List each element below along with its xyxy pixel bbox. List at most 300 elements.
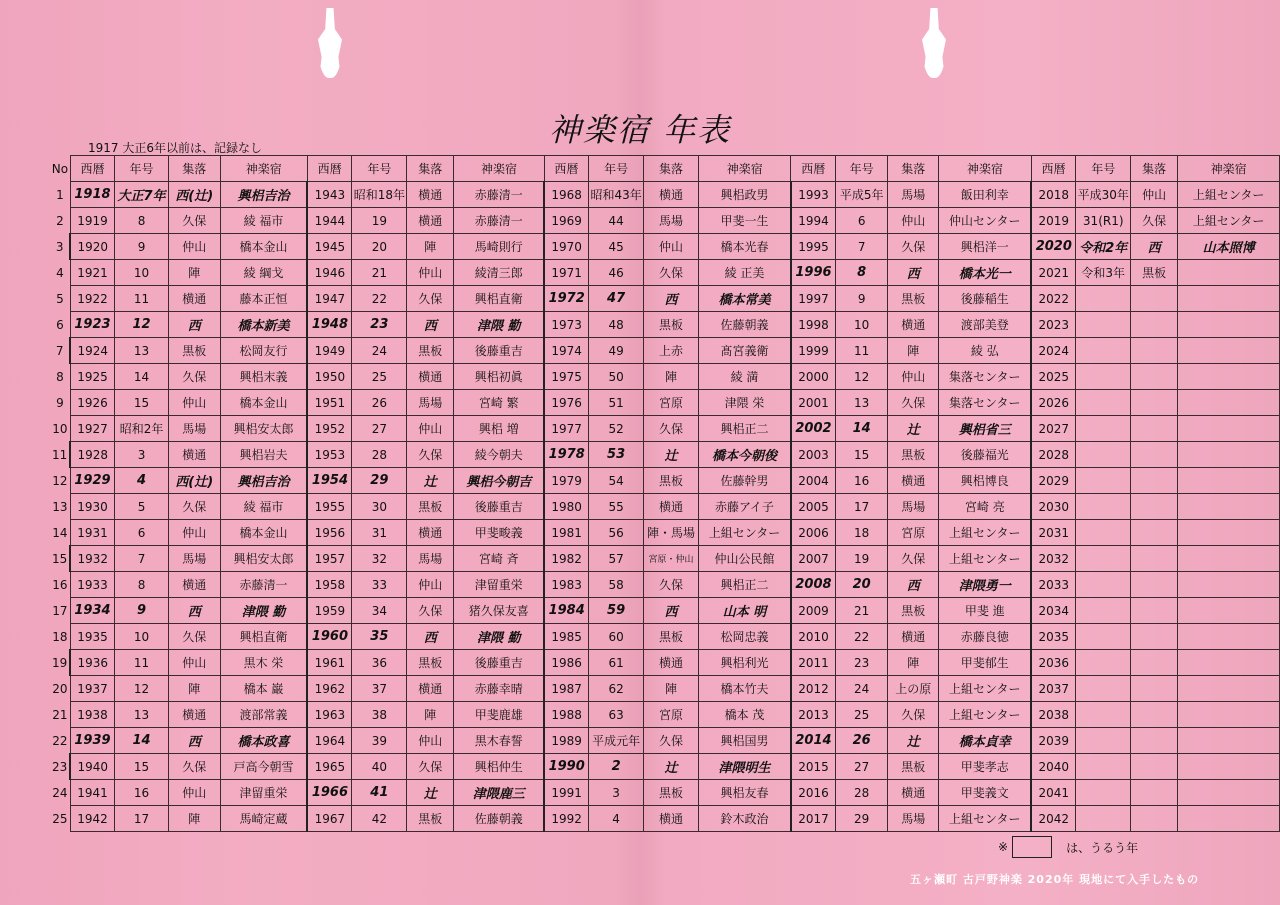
host-cell: 津隈鹿三 bbox=[454, 780, 544, 806]
year-cell: 1991 bbox=[544, 780, 589, 806]
year-cell: 1971 bbox=[544, 260, 589, 286]
era-cell bbox=[1076, 650, 1131, 676]
host-cell: 橋本光春 bbox=[699, 234, 791, 260]
village-cell: 横通 bbox=[888, 312, 939, 338]
era-cell: 18 bbox=[836, 520, 888, 546]
year-cell: 1933 bbox=[70, 572, 114, 598]
year-cell: 1996 bbox=[791, 260, 836, 286]
host-cell: 渡部常義 bbox=[220, 702, 307, 728]
village-cell: 久保 bbox=[407, 442, 454, 468]
host-cell: 黒木春誓 bbox=[454, 728, 544, 754]
era-cell: 63 bbox=[589, 702, 644, 728]
host-cell: 津隈 勤 bbox=[454, 624, 544, 650]
table-row bbox=[50, 780, 1280, 806]
host-cell bbox=[1178, 728, 1280, 754]
village-cell: 仲山 bbox=[407, 572, 454, 598]
era-cell: 35 bbox=[352, 624, 407, 650]
year-cell: 1979 bbox=[544, 468, 589, 494]
era-cell: 39 bbox=[352, 728, 407, 754]
year-cell: 1920 bbox=[70, 234, 114, 260]
village-cell: 上赤 bbox=[643, 338, 698, 364]
era-cell: 32 bbox=[352, 546, 407, 572]
year-cell: 2029 bbox=[1031, 468, 1076, 494]
era-cell bbox=[1076, 754, 1131, 780]
era-cell: 22 bbox=[836, 624, 888, 650]
year-cell: 1993 bbox=[791, 182, 836, 208]
village-cell: 久保 bbox=[168, 754, 220, 780]
header-village: 集落 bbox=[168, 156, 220, 182]
era-cell: 33 bbox=[352, 572, 407, 598]
year-cell: 1985 bbox=[544, 624, 589, 650]
host-cell: 後藤重吉 bbox=[454, 338, 544, 364]
row-number: 13 bbox=[50, 494, 70, 520]
village-cell: 辻 bbox=[643, 442, 698, 468]
host-cell: 飯田利幸 bbox=[939, 182, 1031, 208]
era-cell: 48 bbox=[589, 312, 644, 338]
host-cell: 甲斐 進 bbox=[939, 598, 1031, 624]
village-cell: 陣 bbox=[168, 806, 220, 832]
era-cell: 27 bbox=[836, 754, 888, 780]
host-cell: 上組センター bbox=[939, 520, 1031, 546]
host-cell: 赤藤清一 bbox=[220, 572, 307, 598]
era-cell: 53 bbox=[589, 442, 644, 468]
row-number: 16 bbox=[50, 572, 70, 598]
host-cell: 宮崎 斉 bbox=[454, 546, 544, 572]
village-cell: 仲山 bbox=[888, 364, 939, 390]
year-cell: 1948 bbox=[307, 312, 352, 338]
table-row bbox=[50, 442, 1280, 468]
village-cell: 久保 bbox=[407, 754, 454, 780]
row-number: 1 bbox=[50, 182, 70, 208]
village-cell: 久保 bbox=[407, 598, 454, 624]
table-row bbox=[50, 598, 1280, 624]
village-cell: 上の原 bbox=[888, 676, 939, 702]
host-cell: 仲山センター bbox=[939, 208, 1031, 234]
table-row bbox=[50, 728, 1280, 754]
era-cell bbox=[1076, 364, 1131, 390]
host-cell bbox=[1178, 520, 1280, 546]
village-cell: 西 bbox=[643, 598, 698, 624]
header-era: 年号 bbox=[589, 156, 644, 182]
year-cell: 1954 bbox=[307, 468, 352, 494]
village-cell: 西 bbox=[407, 312, 454, 338]
village-cell: 馬場 bbox=[888, 182, 939, 208]
era-cell bbox=[1076, 676, 1131, 702]
village-cell: 久保 bbox=[888, 234, 939, 260]
year-cell: 1923 bbox=[70, 312, 114, 338]
village-cell: 仲山 bbox=[168, 390, 220, 416]
year-cell: 2008 bbox=[791, 572, 836, 598]
era-cell: 2 bbox=[589, 754, 644, 780]
host-cell bbox=[1178, 442, 1280, 468]
year-cell: 1918 bbox=[70, 182, 114, 208]
year-cell: 2000 bbox=[791, 364, 836, 390]
row-number: 20 bbox=[50, 676, 70, 702]
year-cell: 1994 bbox=[791, 208, 836, 234]
host-cell: 興梠直衛 bbox=[454, 286, 544, 312]
year-cell: 2026 bbox=[1031, 390, 1076, 416]
year-cell: 1975 bbox=[544, 364, 589, 390]
host-cell: 黒木 栄 bbox=[220, 650, 307, 676]
village-cell: 仲山 bbox=[168, 780, 220, 806]
village-cell: 仲山 bbox=[168, 234, 220, 260]
era-cell bbox=[1076, 624, 1131, 650]
village-cell bbox=[1131, 780, 1178, 806]
village-cell: 辻 bbox=[888, 416, 939, 442]
host-cell: 綾清三郎 bbox=[454, 260, 544, 286]
era-cell: 9 bbox=[115, 598, 169, 624]
village-cell bbox=[1131, 676, 1178, 702]
host-cell: 興梠直衛 bbox=[220, 624, 307, 650]
host-cell: 上組センター bbox=[939, 546, 1031, 572]
village-cell: 横通 bbox=[643, 494, 698, 520]
host-cell: 興梠吉治 bbox=[220, 468, 307, 494]
village-cell bbox=[1131, 546, 1178, 572]
village-cell: 黒板 bbox=[168, 338, 220, 364]
row-number: 5 bbox=[50, 286, 70, 312]
host-cell: 興梠省三 bbox=[939, 416, 1031, 442]
host-cell bbox=[1178, 754, 1280, 780]
host-cell: 橋本金山 bbox=[220, 234, 307, 260]
host-cell: 髙宮義衛 bbox=[699, 338, 791, 364]
host-cell bbox=[1178, 468, 1280, 494]
year-cell: 1982 bbox=[544, 546, 589, 572]
village-cell: 西 bbox=[168, 598, 220, 624]
era-cell: 20 bbox=[836, 572, 888, 598]
era-cell bbox=[1076, 546, 1131, 572]
village-cell: 陣 bbox=[168, 260, 220, 286]
table-row bbox=[50, 702, 1280, 728]
year-cell: 1965 bbox=[307, 754, 352, 780]
row-number: 23 bbox=[50, 754, 70, 780]
host-cell: 興梠利光 bbox=[699, 650, 791, 676]
year-cell: 1964 bbox=[307, 728, 352, 754]
village-cell: 陣 bbox=[168, 676, 220, 702]
era-cell: 46 bbox=[589, 260, 644, 286]
era-cell: 49 bbox=[589, 338, 644, 364]
era-cell: 10 bbox=[115, 260, 169, 286]
host-cell: 後藤重吉 bbox=[454, 650, 544, 676]
header-year: 西暦 bbox=[544, 156, 589, 182]
year-cell: 2024 bbox=[1031, 338, 1076, 364]
village-cell: 黒板 bbox=[643, 312, 698, 338]
village-cell: 久保 bbox=[168, 364, 220, 390]
year-cell: 2031 bbox=[1031, 520, 1076, 546]
era-cell: 25 bbox=[352, 364, 407, 390]
era-cell: 26 bbox=[352, 390, 407, 416]
year-cell: 2022 bbox=[1031, 286, 1076, 312]
village-cell: 辻 bbox=[407, 468, 454, 494]
host-cell: 宮崎 繁 bbox=[454, 390, 544, 416]
host-cell bbox=[1178, 572, 1280, 598]
host-cell: 津隈 勤 bbox=[454, 312, 544, 338]
year-cell: 1953 bbox=[307, 442, 352, 468]
era-cell: 令和2年 bbox=[1076, 234, 1131, 260]
village-cell: 横通 bbox=[168, 442, 220, 468]
host-cell bbox=[1178, 286, 1280, 312]
year-cell: 1957 bbox=[307, 546, 352, 572]
host-cell bbox=[1178, 780, 1280, 806]
row-number: 7 bbox=[50, 338, 70, 364]
host-cell: 橋本今朝俊 bbox=[699, 442, 791, 468]
year-cell: 1937 bbox=[70, 676, 114, 702]
village-cell: 陣 bbox=[643, 676, 698, 702]
era-cell bbox=[1076, 468, 1131, 494]
host-cell: 戸高今朝雪 bbox=[220, 754, 307, 780]
host-cell: 津隈明生 bbox=[699, 754, 791, 780]
era-cell: 41 bbox=[352, 780, 407, 806]
header-host: 神楽宿 bbox=[939, 156, 1031, 182]
era-cell: 6 bbox=[115, 520, 169, 546]
year-cell: 1930 bbox=[70, 494, 114, 520]
village-cell: 辻 bbox=[888, 728, 939, 754]
year-cell: 2037 bbox=[1031, 676, 1076, 702]
year-cell: 1960 bbox=[307, 624, 352, 650]
year-cell: 1998 bbox=[791, 312, 836, 338]
village-cell: 西 bbox=[1131, 234, 1178, 260]
era-cell: 47 bbox=[589, 286, 644, 312]
header-village: 集落 bbox=[1131, 156, 1178, 182]
era-cell: 61 bbox=[589, 650, 644, 676]
era-cell: 51 bbox=[589, 390, 644, 416]
host-cell bbox=[1178, 390, 1280, 416]
era-cell: 24 bbox=[352, 338, 407, 364]
year-cell: 1921 bbox=[70, 260, 114, 286]
host-cell: 山本照博 bbox=[1178, 234, 1280, 260]
year-cell: 2015 bbox=[791, 754, 836, 780]
village-cell: 西 bbox=[888, 260, 939, 286]
host-cell: 綾今朝夫 bbox=[454, 442, 544, 468]
village-cell: 馬場 bbox=[407, 390, 454, 416]
host-cell bbox=[1178, 416, 1280, 442]
source-credit: 五ヶ瀬町 古戸野神楽 2020年 現地にて入手したもの bbox=[910, 873, 1200, 886]
host-cell: 興梠岩夫 bbox=[220, 442, 307, 468]
village-cell: 久保 bbox=[168, 208, 220, 234]
year-cell: 1980 bbox=[544, 494, 589, 520]
year-cell: 2030 bbox=[1031, 494, 1076, 520]
era-cell: 10 bbox=[115, 624, 169, 650]
era-cell: 4 bbox=[115, 468, 169, 494]
host-cell bbox=[1178, 312, 1280, 338]
village-cell: 宮原・仲山 bbox=[643, 546, 698, 572]
row-number: 8 bbox=[50, 364, 70, 390]
year-cell: 2006 bbox=[791, 520, 836, 546]
host-cell bbox=[1178, 546, 1280, 572]
era-cell: 11 bbox=[115, 650, 169, 676]
host-cell: 猪久保友喜 bbox=[454, 598, 544, 624]
host-cell: 上組センター bbox=[939, 702, 1031, 728]
year-cell: 1959 bbox=[307, 598, 352, 624]
year-cell: 2032 bbox=[1031, 546, 1076, 572]
village-cell: 西(辻) bbox=[168, 182, 220, 208]
village-cell: 仲山 bbox=[168, 650, 220, 676]
table-row bbox=[50, 468, 1280, 494]
host-cell: 橋本竹夫 bbox=[699, 676, 791, 702]
village-cell: 横通 bbox=[888, 624, 939, 650]
era-cell: 12 bbox=[115, 676, 169, 702]
host-cell: 後藤稲生 bbox=[939, 286, 1031, 312]
village-cell: 黒板 bbox=[888, 286, 939, 312]
host-cell: 甲斐義文 bbox=[939, 780, 1031, 806]
village-cell bbox=[1131, 572, 1178, 598]
era-cell: 昭和43年 bbox=[589, 182, 644, 208]
village-cell: 黒板 bbox=[407, 338, 454, 364]
village-cell: 馬場 bbox=[168, 416, 220, 442]
village-cell: 西 bbox=[407, 624, 454, 650]
era-cell: 大正7年 bbox=[115, 182, 169, 208]
village-cell: 横通 bbox=[407, 520, 454, 546]
row-number: 18 bbox=[50, 624, 70, 650]
village-cell: 横通 bbox=[643, 182, 698, 208]
year-cell: 2027 bbox=[1031, 416, 1076, 442]
era-cell: 12 bbox=[115, 312, 169, 338]
era-cell bbox=[1076, 780, 1131, 806]
year-cell: 1997 bbox=[791, 286, 836, 312]
village-cell bbox=[1131, 754, 1178, 780]
year-cell: 1955 bbox=[307, 494, 352, 520]
table-row bbox=[50, 260, 1280, 286]
era-cell: 11 bbox=[115, 286, 169, 312]
village-cell bbox=[1131, 494, 1178, 520]
row-number: 22 bbox=[50, 728, 70, 754]
era-cell: 27 bbox=[352, 416, 407, 442]
era-cell: 38 bbox=[352, 702, 407, 728]
year-cell: 1986 bbox=[544, 650, 589, 676]
table-row bbox=[50, 208, 1280, 234]
era-cell: 平成元年 bbox=[589, 728, 644, 754]
year-cell: 2018 bbox=[1031, 182, 1076, 208]
year-cell: 2034 bbox=[1031, 598, 1076, 624]
host-cell: 馬崎則行 bbox=[454, 234, 544, 260]
table-row bbox=[50, 338, 1280, 364]
year-cell: 1981 bbox=[544, 520, 589, 546]
village-cell: 黒板 bbox=[888, 598, 939, 624]
era-cell: 19 bbox=[836, 546, 888, 572]
era-cell: 20 bbox=[352, 234, 407, 260]
era-cell bbox=[1076, 806, 1131, 832]
era-cell: 13 bbox=[115, 338, 169, 364]
year-cell: 2012 bbox=[791, 676, 836, 702]
village-cell: 仲山 bbox=[1131, 182, 1178, 208]
era-cell: 9 bbox=[836, 286, 888, 312]
year-cell: 2036 bbox=[1031, 650, 1076, 676]
host-cell: 橋本常美 bbox=[699, 286, 791, 312]
era-cell: 17 bbox=[115, 806, 169, 832]
era-cell bbox=[1076, 520, 1131, 546]
table-row bbox=[50, 624, 1280, 650]
host-cell: 甲斐孝志 bbox=[939, 754, 1031, 780]
table-row bbox=[50, 364, 1280, 390]
host-cell: 綾 福市 bbox=[220, 494, 307, 520]
year-cell: 1919 bbox=[70, 208, 114, 234]
era-cell: 24 bbox=[836, 676, 888, 702]
era-cell: 30 bbox=[352, 494, 407, 520]
host-cell: 橋本貞幸 bbox=[939, 728, 1031, 754]
era-cell: 平成5年 bbox=[836, 182, 888, 208]
village-cell: 横通 bbox=[407, 182, 454, 208]
host-cell: 佐藤朝義 bbox=[454, 806, 544, 832]
village-cell: 仲山 bbox=[888, 208, 939, 234]
row-number: 11 bbox=[50, 442, 70, 468]
host-cell: 橋本金山 bbox=[220, 390, 307, 416]
year-cell: 1984 bbox=[544, 598, 589, 624]
year-cell: 1968 bbox=[544, 182, 589, 208]
year-cell: 2033 bbox=[1031, 572, 1076, 598]
year-cell: 1929 bbox=[70, 468, 114, 494]
era-cell: 50 bbox=[589, 364, 644, 390]
year-cell: 2001 bbox=[791, 390, 836, 416]
era-cell: 28 bbox=[836, 780, 888, 806]
era-cell: 13 bbox=[115, 702, 169, 728]
era-cell: 平成30年 bbox=[1076, 182, 1131, 208]
host-cell: 興梠国男 bbox=[699, 728, 791, 754]
village-cell: 黒板 bbox=[407, 494, 454, 520]
village-cell bbox=[1131, 390, 1178, 416]
host-cell: 集落センター bbox=[939, 390, 1031, 416]
era-cell bbox=[1076, 598, 1131, 624]
village-cell: 横通 bbox=[643, 650, 698, 676]
era-cell: 16 bbox=[115, 780, 169, 806]
host-cell: 仲山公民館 bbox=[699, 546, 791, 572]
era-cell: 21 bbox=[836, 598, 888, 624]
era-cell: 4 bbox=[589, 806, 644, 832]
header-no: No bbox=[50, 156, 70, 182]
village-cell: 陣 bbox=[888, 338, 939, 364]
header-year: 西暦 bbox=[791, 156, 836, 182]
table-row bbox=[50, 650, 1280, 676]
year-cell: 1938 bbox=[70, 702, 114, 728]
year-cell: 1934 bbox=[70, 598, 114, 624]
header-village: 集落 bbox=[407, 156, 454, 182]
village-cell: 辻 bbox=[407, 780, 454, 806]
year-cell: 1943 bbox=[307, 182, 352, 208]
host-cell: 山本 明 bbox=[699, 598, 791, 624]
host-cell: 綾 綱戈 bbox=[220, 260, 307, 286]
era-cell bbox=[1076, 442, 1131, 468]
era-cell: 昭和2年 bbox=[115, 416, 169, 442]
village-cell: 横通 bbox=[168, 286, 220, 312]
village-cell: 西 bbox=[168, 312, 220, 338]
year-cell: 2019 bbox=[1031, 208, 1076, 234]
year-cell: 1973 bbox=[544, 312, 589, 338]
year-cell: 1972 bbox=[544, 286, 589, 312]
village-cell: 仲山 bbox=[407, 416, 454, 442]
year-cell: 2009 bbox=[791, 598, 836, 624]
village-cell: 横通 bbox=[643, 806, 698, 832]
era-cell bbox=[1076, 338, 1131, 364]
legend-marker: ※ bbox=[998, 840, 1009, 854]
village-cell bbox=[1131, 650, 1178, 676]
year-cell: 1928 bbox=[70, 442, 114, 468]
era-cell: 16 bbox=[836, 468, 888, 494]
village-cell bbox=[1131, 442, 1178, 468]
era-cell: 62 bbox=[589, 676, 644, 702]
era-cell bbox=[1076, 390, 1131, 416]
year-cell: 1958 bbox=[307, 572, 352, 598]
year-cell: 2017 bbox=[791, 806, 836, 832]
host-cell: 興梠初眞 bbox=[454, 364, 544, 390]
era-cell: 31 bbox=[352, 520, 407, 546]
host-cell: 津隈 栄 bbox=[699, 390, 791, 416]
era-cell: 15 bbox=[115, 390, 169, 416]
era-cell: 14 bbox=[115, 728, 169, 754]
table-row bbox=[50, 520, 1280, 546]
year-cell: 1945 bbox=[307, 234, 352, 260]
village-cell: 久保 bbox=[888, 702, 939, 728]
header-host: 神楽宿 bbox=[220, 156, 307, 182]
header-era: 年号 bbox=[1076, 156, 1131, 182]
year-cell: 1926 bbox=[70, 390, 114, 416]
